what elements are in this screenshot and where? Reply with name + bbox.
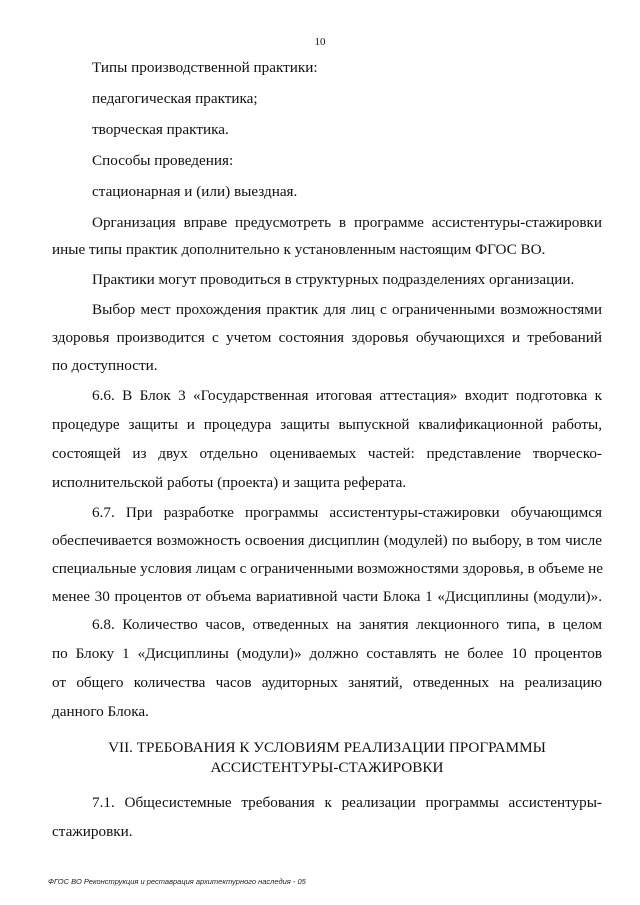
- section-heading-line: VII. ТРЕБОВАНИЯ К УСЛОВИЯМ РЕАЛИЗАЦИИ ПРОГРАММЫ: [108, 739, 546, 756]
- text-line: специальные условия лицам с ограниченными возможностями здоровья, в объеме не: [52, 560, 604, 577]
- text-line: от общего количества часов аудиторных занятий, отведенных на реализацию: [52, 674, 602, 691]
- text-line: стационарная и (или) выездная.: [92, 183, 298, 200]
- text-line: педагогическая практика;: [92, 90, 258, 107]
- text-line: Типы производственной практики:: [92, 59, 318, 76]
- text-line: обеспечивается возможность освоения дисциплин (модулей) по выбору, в том числе: [52, 532, 602, 549]
- text-line: Способы проведения:: [92, 152, 234, 169]
- text-line: Выбор мест прохождения практик для лиц с ограниченными возможностями: [92, 301, 602, 318]
- text-line: 6.7. При разработке программы ассистентуры-стажировки обучающимся: [92, 504, 602, 521]
- footer-note: ФГОС ВО Реконструкция и реставрация архитектурного наследия - 05: [48, 877, 306, 886]
- text-line: 6.8. Количество часов, отведенных на занятия лекционного типа, в целом: [92, 616, 602, 633]
- page-number: 10: [314, 36, 326, 48]
- text-line: Практики могут проводиться в структурных подразделениях организации.: [92, 271, 575, 288]
- text-line: творческая практика.: [92, 121, 229, 138]
- text-line: 6.6. В Блок 3 «Государственная итоговая аттестация» входит подготовка к: [92, 387, 602, 404]
- text-line: данного Блока.: [52, 703, 149, 720]
- text-line: по доступности.: [52, 357, 158, 374]
- text-line: стажировки.: [52, 823, 133, 840]
- text-line: исполнительской работы (проекта) и защита реферата.: [52, 474, 407, 491]
- text-line: 7.1. Общесистемные требования к реализации программы ассистентуры-: [92, 794, 602, 811]
- section-heading-line: АССИСТЕНТУРЫ-СТАЖИРОВКИ: [210, 759, 444, 776]
- text-line: Организация вправе предусмотреть в программе ассистентуры-стажировки: [92, 214, 602, 231]
- text-line: процедуре защиты и процедура защиты выпускной квалификационной работы,: [52, 416, 602, 433]
- text-line: иные типы практик дополнительно к установленным настоящим ФГОС ВО.: [52, 241, 546, 258]
- text-line: здоровья производится с учетом состояния здоровья обучающихся и требований: [52, 329, 602, 346]
- text-line: менее 30 процентов от объема вариативной части Блока 1 «Дисциплины (модули)».: [52, 588, 602, 605]
- text-line: по Блоку 1 «Дисциплины (модули)» должно составлять не более 10 процентов: [52, 645, 602, 662]
- text-line: состоящей из двух отдельно оцениваемых частей: представление творческо-: [52, 445, 602, 462]
